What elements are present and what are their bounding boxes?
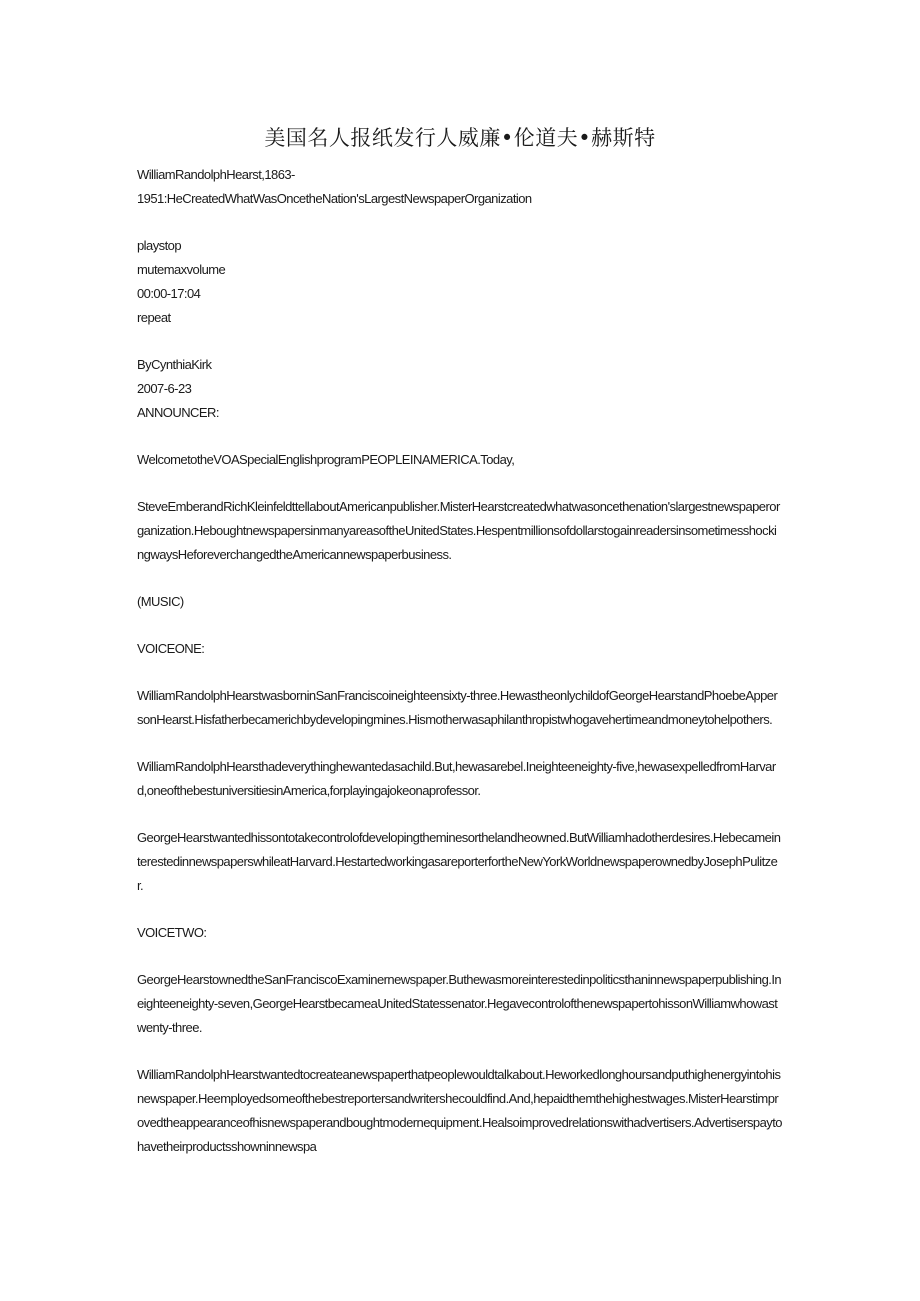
paragraph: WelcometotheVOASpecialEnglishprogramPEOPLEINAMERICA.Today, (137, 452, 515, 467)
spacer (137, 945, 783, 968)
byline-date: 2007-6-23 (137, 381, 192, 396)
speaker-label: VOICETWO: (137, 925, 207, 940)
document-title: 美国名人报纸发行人威廉•伦道夫•赫斯特 (264, 126, 656, 150)
paragraph: GeorgeHearstwantedhissontotakecontrolofdevelopingtheminesorthelandheowned.ButWilliamhadotherdesires.HebecameinterestedinnewspaperswhileatHarvard.HestartedworkingasareporterfortheNewYorkWorldnewspaperownedbyJosephPulitzer. (137, 830, 781, 893)
spacer (137, 898, 783, 921)
player-repeat: repeat (137, 310, 171, 325)
speaker-label: ANNOUNCER: (137, 405, 219, 420)
paragraph: WilliamRandolphHearsthadeverythinghewantedasachild.But,hewasarebel.Ineighteeneighty-five,hewasexpelledfromHarvard,oneofthebestuniversitiesinAmerica,forplayingajokeonaprofessor. (137, 759, 776, 798)
player-controls-volume: mutemaxvolume (137, 262, 226, 277)
paragraph: WilliamRandolphHearstwantedtocreateanewspaperthatpeoplewouldtalkabout.Heworkedlonghoursandputhighenergyintohisnewspaper.Heemployedsomeofthebestreportersandwritershecouldfind.And,hepaidthemthehighestwages.MisterHearstimprovedtheappearanceofhisnewspaperandboughtmodernequipment.Healsoimprovedrelationswithadvertisers.Advertiserspaytohavetheirproductsshowninnewspa (137, 1067, 782, 1154)
speaker-label: VOICEONE: (137, 641, 205, 656)
spacer (137, 330, 783, 353)
subtitle-line-2: 1951:HeCreatedWhatWasOncetheNation'sLargestNewspaperOrganization (137, 191, 532, 206)
spacer (137, 661, 783, 684)
spacer (137, 425, 783, 448)
paragraph: SteveEmberandRichKleinfeldttellaboutAmericanpublisher.MisterHearstcreatedwhatwasoncethenation'slargestnewspaperorganization.HeboughtnewspapersinmanyareasoftheUnitedStates.HespentmillionsofdollarstogainreadersinsometimesshockingwaysHeforeverchangedtheAmericannewspaperbusiness. (137, 499, 780, 562)
spacer (137, 211, 783, 234)
spacer (137, 803, 783, 826)
player-time: 00:00-17:04 (137, 286, 201, 301)
spacer (137, 472, 783, 495)
spacer (137, 732, 783, 755)
spacer (137, 1040, 783, 1063)
player-controls-play-stop: playstop (137, 238, 182, 253)
paragraph: WilliamRandolphHearstwasborninSanFranciscoineighteensixty-three.HewastheonlychildofGeorgeHearstandPhoebeAppersonHearst.Hisfatherbecamerichbydevelopingmines.Hismotherwasaphilanthropistwhogavehertimeandmoneytohelpothers. (137, 688, 778, 727)
music-cue: (MUSIC) (137, 594, 184, 609)
document-body (137, 163, 783, 1159)
byline-author: ByCynthiaKirk (137, 357, 212, 372)
spacer (137, 614, 783, 637)
spacer (137, 567, 783, 590)
subtitle-line-1: WilliamRandolphHearst,1863- (137, 167, 295, 182)
paragraph: GeorgeHearstownedtheSanFranciscoExaminernewspaper.Buthewasmoreinterestedinpoliticsthaninnewspaperpublishing.Ineighteeneighty-seven,GeorgeHearstbecameaUnitedStatessenator.HegavecontrolofthenewspapertohissonWilliamwhowastwenty-three. (137, 972, 782, 1035)
